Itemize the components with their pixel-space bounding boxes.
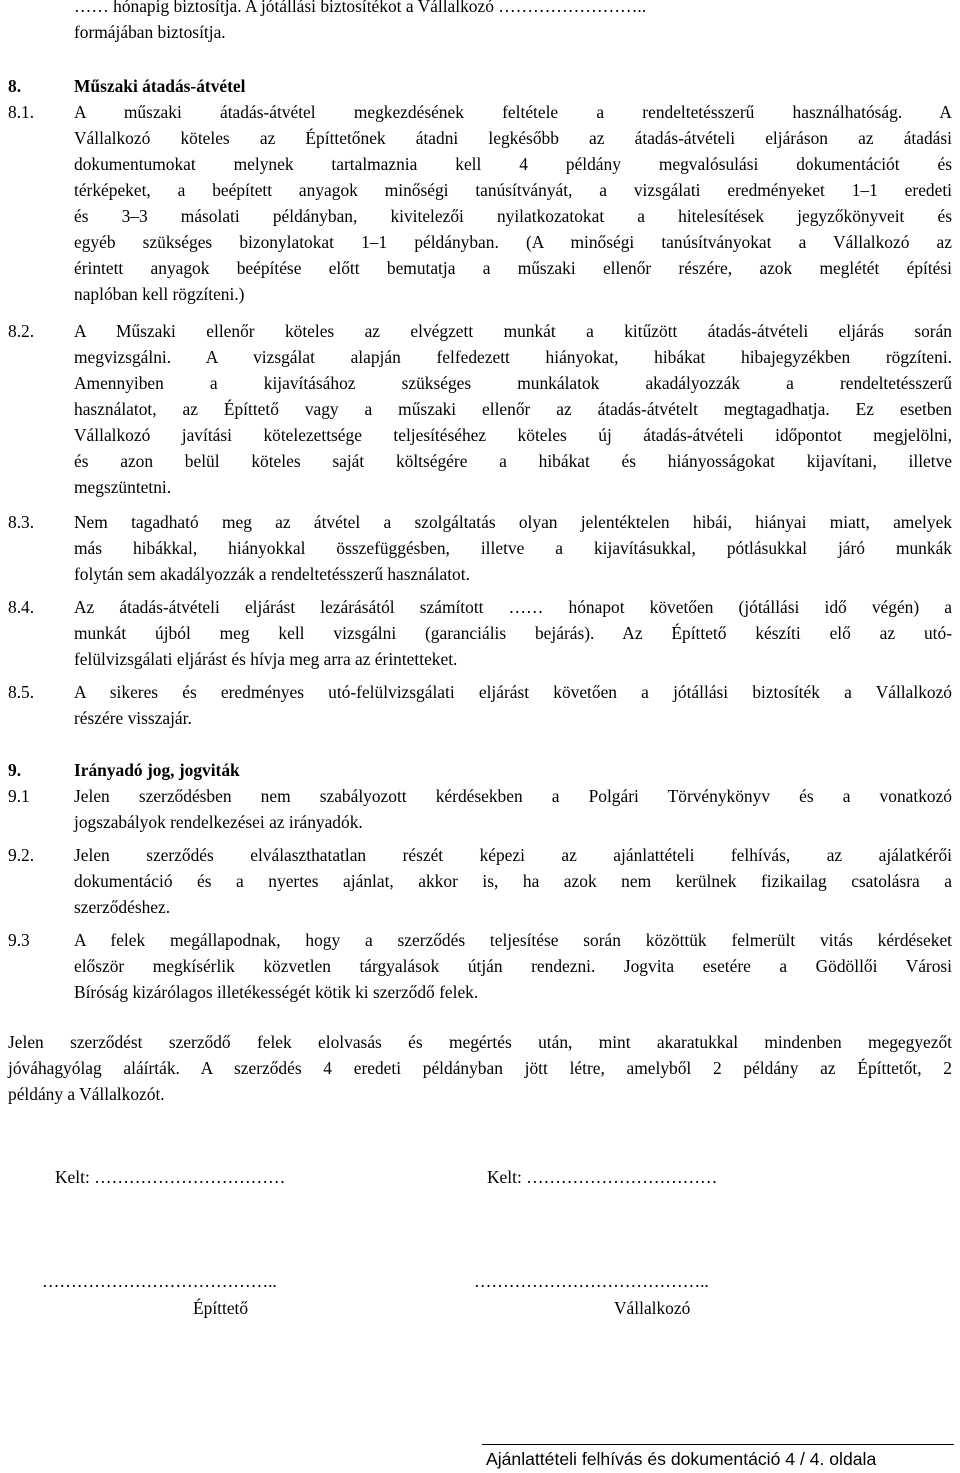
- clause-8-1-number: 8.1.: [8, 102, 35, 122]
- clause-line: munkát újból meg kell vizsgálni (garanciális bejárás). Az Építtető készíti elő az utó-: [74, 623, 952, 643]
- continuation-line-1: …… hónapig biztosítja. A jótállási biztosítékot a Vállalkozó ……………………..: [74, 0, 647, 16]
- clause-line: egyéb szükséges bizonylatokat 1–1 példányban. (A minőségi tanúsítványokat a Vállalkozó az: [74, 232, 952, 252]
- clause-line: Jelen szerződés elválaszthatatlan részét képezi az ajánlattételi felhívás, az ajálatkérői: [74, 845, 952, 865]
- clause-line: Vállalkozó javítási kötelezettsége teljesítéséhez köteles új átadás-átvételi időpontot megjelölni,: [74, 425, 952, 445]
- clause-line: felülvizsgálati eljárást és hívja meg arra az érintetteket.: [74, 649, 458, 669]
- page-footer: Ajánlattételi felhívás és dokumentáció 4 / 4. oldala: [486, 1449, 877, 1469]
- clause-8-5-number: 8.5.: [8, 682, 35, 702]
- clause-line: folytán sem akadályozzák a rendeltetésszerű használatot.: [74, 564, 470, 584]
- closing-paragraph: [8, 1029, 952, 1107]
- clause-line: először megkísérlik közvetlen tárgyalások útján rendezni. Jogvita esetére a Gödöllői Városi: [74, 956, 952, 976]
- clause-line: dokumentumokat melynek tartalmaznia kell 4 példány megvalósulási dokumentációt és: [74, 154, 952, 174]
- continuation-line-2: formájában biztosítja.: [74, 22, 226, 42]
- clause-line: és azon belül köteles saját költségére a hibákat és hiányosságokat kijavítani, illetve: [74, 451, 952, 471]
- section-8-number: 8.: [8, 76, 22, 96]
- clause-line: megvizsgálni. A vizsgálat alapján felfedezett hiányokat, hibákat hibajegyzékben rögzíteni.: [74, 347, 952, 367]
- clause-9-3-number: 9.3: [8, 930, 30, 950]
- section-9-title: Irányadó jog, jogviták: [74, 760, 240, 780]
- clause-line: Nem tagadható meg az átvétel a szolgáltatás olyan jelentéktelen hibái, hiányai miatt, amelyek: [74, 512, 952, 532]
- clause-line: szerződéshez.: [74, 897, 171, 917]
- clause-8-3-text: [74, 509, 952, 587]
- clause-line: dokumentáció és a nyertes ajánlat, akkor is, ha azok nem kerülnek fizikailag csatolásra a: [74, 871, 952, 891]
- closing-line: példány a Vállalkozót.: [8, 1084, 165, 1104]
- closing-line: jóváhagyólag aláírták. A szerződés 4 eredeti példányban jött létre, amelyből 2 példány az Építtetőt, 2: [8, 1058, 952, 1078]
- clause-8-4-number: 8.4.: [8, 597, 35, 617]
- clause-8-4-text: [74, 594, 952, 672]
- clause-8-1-text: [74, 99, 952, 307]
- left-kelt: Kelt: ……………………………: [55, 1167, 286, 1187]
- clause-line: más hibákkal, hiányokkal összefüggésben, illetve a kijavításukkal, pótlásukkal járó munkák: [74, 538, 952, 558]
- clause-8-5-text: [74, 679, 952, 731]
- clause-line: jogszabályok rendelkezései az irányadók.: [74, 812, 363, 832]
- right-kelt: Kelt: ……………………………: [487, 1167, 718, 1187]
- clause-8-3-number: 8.3.: [8, 512, 35, 532]
- clause-line: Bíróság kizárólagos illetékességét kötik ki szerződő felek.: [74, 982, 479, 1002]
- clause-8-2-text: [74, 318, 952, 500]
- clause-line: használatot, az Építtető vagy a műszaki ellenőr az átadás-átvételt megtagadhatja. Ez esetben: [74, 399, 952, 419]
- closing-line: Jelen szerződést szerződő felek elolvasás és megértés után, mint akaratukkal mindenben megegyezőt: [8, 1032, 952, 1052]
- clause-line: naplóban kell rögzíteni.): [74, 284, 245, 304]
- clause-9-2-text: [74, 842, 952, 920]
- clause-line: megszüntetni.: [74, 477, 172, 497]
- left-signature-line: …………………………………..: [42, 1271, 277, 1291]
- right-signature-line: …………………………………..: [474, 1271, 709, 1291]
- clause-8-2-number: 8.2.: [8, 321, 35, 341]
- section-8-title: Műszaki átadás-átvétel: [74, 76, 246, 96]
- clause-line: Jelen szerződésben nem szabályozott kérdésekben a Polgári Törvénykönyv és a vonatkozó: [74, 786, 952, 806]
- clause-line: Az átadás-átvételi eljárást lezárásától számított …… hónapot követően (jótállási idő végén) a: [74, 597, 952, 617]
- clause-line: Vállalkozó köteles az Építtetőnek átadni legkésőbb az átadás-átvételi eljáráson az átadási: [74, 128, 952, 148]
- footer-divider: [482, 1444, 954, 1445]
- clause-line: érintett anyagok beépítése előtt bemutatja a műszaki ellenőr részére, azok meglétét építési: [74, 258, 952, 278]
- right-party-label: Vállalkozó: [614, 1298, 691, 1318]
- clause-line: A sikeres és eredményes utó-felülvizsgálati eljárást követően a jótállási biztosíték a Vállalkozó: [74, 682, 952, 702]
- section-9-number: 9.: [8, 760, 22, 780]
- clause-line: A Műszaki ellenőr köteles az elvégzett munkát a kitűzött átadás-átvételi eljárás során: [74, 321, 952, 341]
- clause-9-3-text: [74, 927, 952, 1005]
- clause-line: térképeket, a beépített anyagok minőségi tanúsítványát, a vizsgálati eredményeket 1–1 eredeti: [74, 180, 952, 200]
- clause-9-2-number: 9.2.: [8, 845, 35, 865]
- clause-line: A műszaki átadás-átvétel megkezdésének feltétele a rendeltetésszerű használhatóság. A: [74, 102, 952, 122]
- clause-9-1-text: [74, 783, 952, 835]
- clause-line: Amennyiben a kijavításához szükséges munkálatok akadályozzák a rendeltetésszerű: [74, 373, 952, 393]
- left-party-label: Építtető: [193, 1298, 249, 1318]
- clause-9-1-number: 9.1: [8, 786, 30, 806]
- clause-line: részére visszajár.: [74, 708, 192, 728]
- clause-line: és 3–3 másolati példányban, kivitelezői nyilatkozatokat a hitelesítések jegyzőkönyveit és: [74, 206, 952, 226]
- clause-line: A felek megállapodnak, hogy a szerződés teljesítése során közöttük felmerült vitás kérdéseket: [74, 930, 952, 950]
